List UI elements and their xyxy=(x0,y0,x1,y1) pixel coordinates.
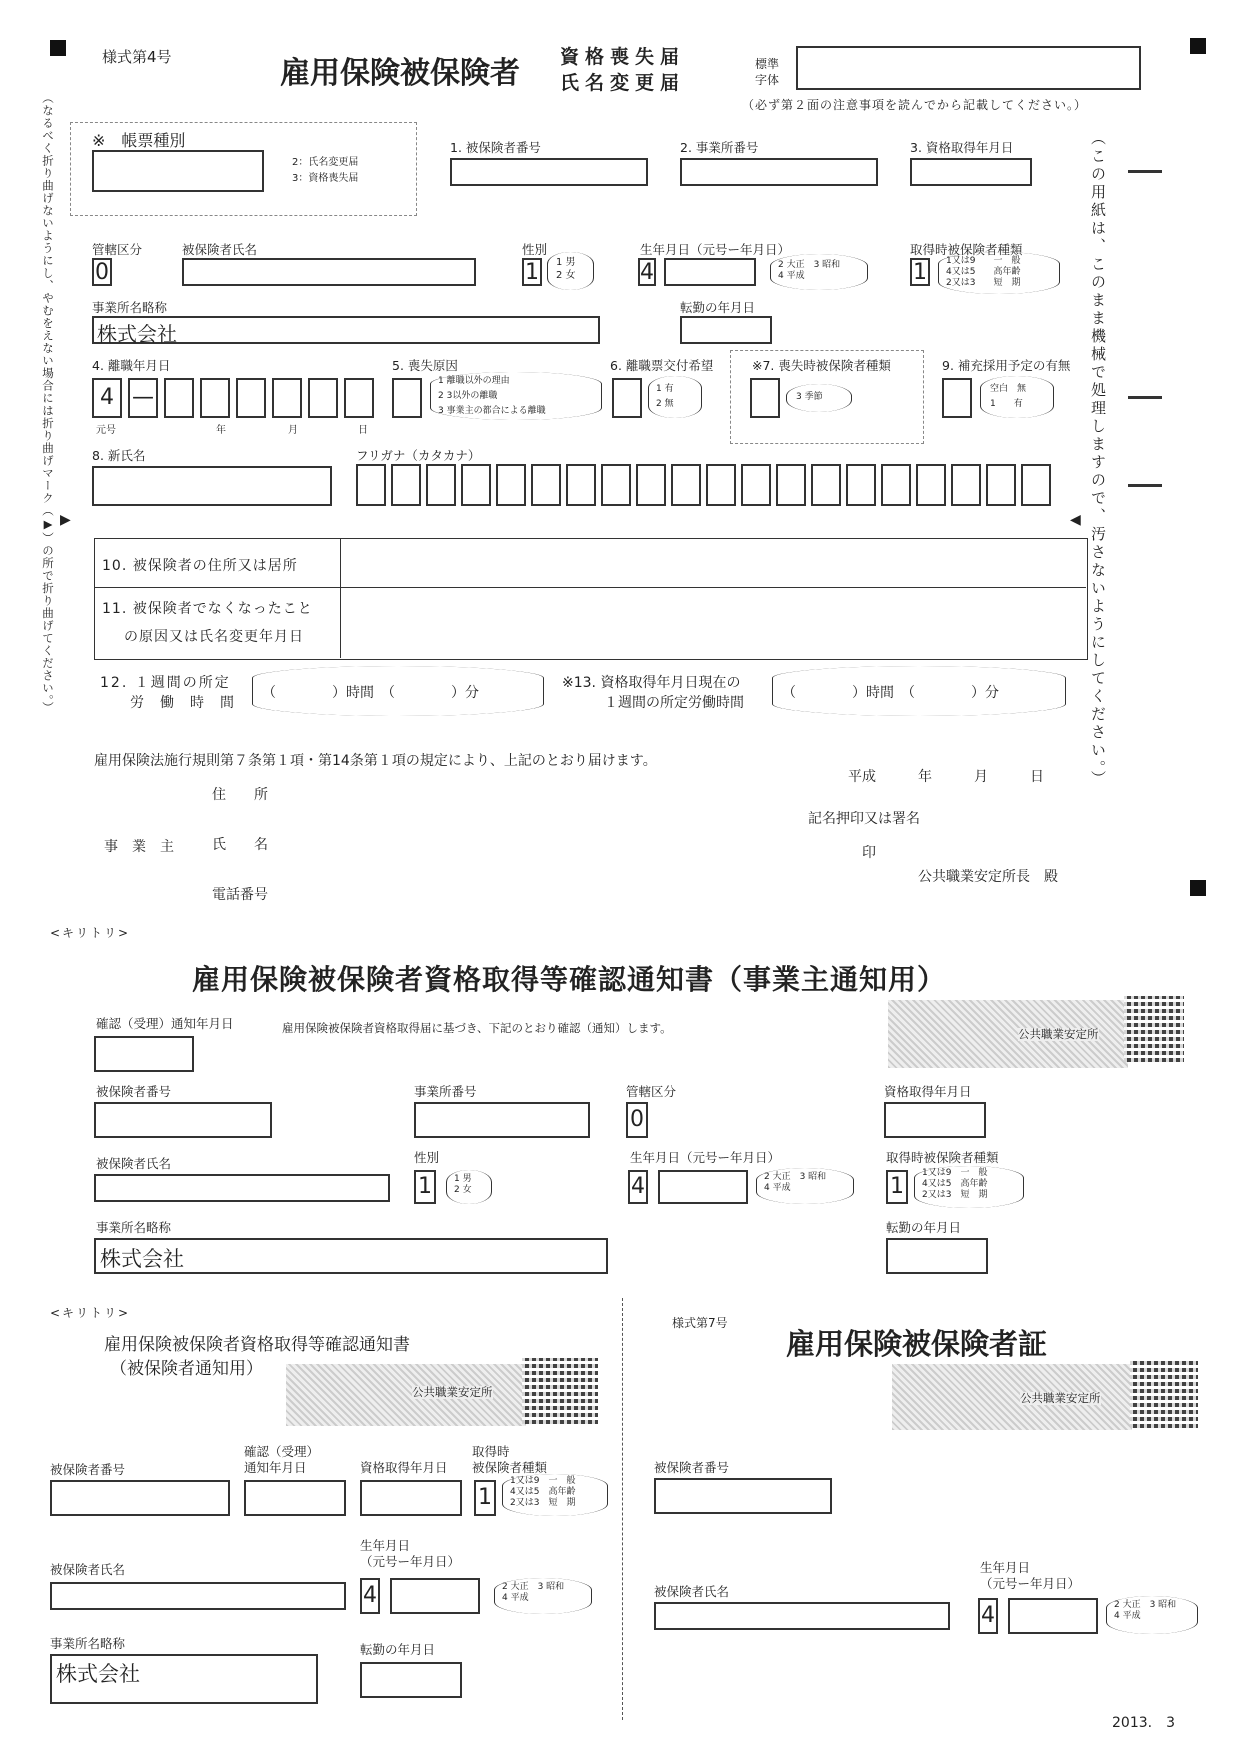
bracket xyxy=(770,254,868,290)
field-label: 生年月日 xyxy=(980,1560,1031,1575)
furigana-box[interactable] xyxy=(776,464,806,506)
furigana-box[interactable] xyxy=(671,464,701,506)
right-margin-note: （この用紙は、このまま機械で処理しますので、汚さないようにしてください。） xyxy=(1089,130,1107,789)
card-form-number: 様式第7号 xyxy=(672,1316,728,1330)
field-label: 11. 被保険者でなくなったこと xyxy=(102,601,313,617)
notice1-title: 雇用保険被保険者資格取得等確認通知書（事業主通知用） xyxy=(192,963,947,996)
registration-mark xyxy=(1190,38,1206,54)
field-label: 取得時被保険者種類 xyxy=(910,242,1023,257)
submission-date[interactable]: 平成 年 月 日 xyxy=(848,769,1044,785)
furigana-box[interactable] xyxy=(881,464,911,506)
field-label: 事業所名略称 xyxy=(96,1220,172,1235)
std-font-label: 字体 xyxy=(755,73,780,87)
loss-reason-options: 1 離職以外の理由 2 3以外の離職 3 事業主の都合による離職 xyxy=(438,376,546,416)
acquisition-date-box[interactable] xyxy=(884,1102,986,1138)
field-label: 確認（受理） xyxy=(244,1444,320,1459)
field-label: 資格取得年月日 xyxy=(884,1084,972,1099)
form-title: 雇用保険被保険者 xyxy=(280,56,520,91)
field-label: 10. 被保険者の住所又は居所 xyxy=(102,558,298,574)
loss-type-input[interactable] xyxy=(750,378,780,418)
office-number-box[interactable] xyxy=(414,1102,590,1138)
employer-label: 事 業 主 xyxy=(104,839,174,855)
employer-name-label: 氏 名 xyxy=(212,837,268,853)
field-label: 9. 補充採用予定の有無 xyxy=(942,358,1071,373)
transfer-date-input[interactable] xyxy=(680,316,772,344)
bracket xyxy=(502,1474,608,1516)
office-name-value: 株式会社 xyxy=(56,1662,140,1686)
address-input[interactable] xyxy=(344,541,1082,585)
field-label: 転勤の年月日 xyxy=(680,300,756,315)
qr-code xyxy=(1130,1358,1198,1428)
notice2-subtitle: （被保険者通知用） xyxy=(110,1359,263,1379)
furigana-box[interactable] xyxy=(741,464,771,506)
notice2-title: 雇用保険被保険者資格取得等確認通知書 xyxy=(104,1335,410,1355)
confirm-date-box[interactable] xyxy=(244,1480,346,1516)
leave-date-digit[interactable] xyxy=(308,378,338,418)
office-name-value: 株式会社 xyxy=(100,1247,184,1271)
birth-era-options: 2 大正 3 昭和 4 平成 xyxy=(778,260,841,281)
cut-line-label: <キリトリ> xyxy=(50,1306,131,1320)
furigana-box[interactable] xyxy=(846,464,876,506)
field-label: 2. 事業所番号 xyxy=(680,140,759,155)
notice1-description: 雇用保険被保険者資格取得届に基づき、下記のとおり確認（通知）します。 xyxy=(282,1021,672,1035)
field-label: 管轄区分 xyxy=(626,1084,677,1099)
doc-type-option: 2：氏名変更届 xyxy=(292,157,359,168)
insured-name-input[interactable] xyxy=(182,258,476,286)
day-label: 日 xyxy=(358,425,368,436)
field-label: 確認（受理）通知年月日 xyxy=(96,1016,234,1031)
timing-mark xyxy=(1128,170,1162,173)
timing-mark xyxy=(1128,396,1162,399)
loss-type-options: 3 季節 xyxy=(796,392,823,402)
insured-type-value[interactable]: 1 xyxy=(886,1170,908,1204)
field-label: 管轄区分 xyxy=(92,242,143,257)
insured-number-input[interactable] xyxy=(450,158,648,186)
insured-number-box[interactable] xyxy=(50,1480,230,1516)
furigana-box[interactable] xyxy=(951,464,981,506)
std-font-label: 標準 xyxy=(755,57,780,71)
stamp-text: 公共職業安定所 xyxy=(412,1385,493,1399)
furigana-box[interactable] xyxy=(496,464,526,506)
replacement-input[interactable] xyxy=(942,378,972,418)
field-label: 被保険者種類 xyxy=(472,1460,548,1475)
insured-name-box[interactable] xyxy=(654,1602,950,1630)
standard-font-box xyxy=(796,46,1141,90)
new-name-input[interactable] xyxy=(92,466,332,506)
field-label: （元号ー年月日） xyxy=(360,1554,461,1569)
birth-era-value[interactable]: 4 xyxy=(978,1598,998,1634)
field-label: ※13. 資格取得年月日現在の xyxy=(562,675,741,691)
bracket xyxy=(786,384,852,412)
field-label: ※7. 喪失時被保険者種類 xyxy=(752,358,891,373)
card-title: 雇用保険被保険者証 xyxy=(786,1327,1048,1361)
birth-era-options: 2 大正 3 昭和 4 平成 xyxy=(1114,1600,1177,1621)
bracket xyxy=(430,372,602,420)
field-label: 転勤の年月日 xyxy=(886,1220,962,1235)
field-label: 5. 喪失原因 xyxy=(392,358,458,373)
form-number: 様式第4号 xyxy=(102,48,172,66)
birth-era-options: 2 大正 3 昭和 4 平成 xyxy=(764,1172,827,1193)
field-label: 被保険者氏名 xyxy=(50,1562,126,1577)
bracket xyxy=(980,376,1054,418)
fold-mark-left: ▶ xyxy=(60,512,71,528)
field-label: 8. 新氏名 xyxy=(92,448,146,463)
field-label: 1. 被保険者番号 xyxy=(450,140,541,155)
insured-type-options: 1又は9 一 般 4又は5 高年齢 2又は3 短 期 xyxy=(510,1476,576,1508)
field-label: 性別 xyxy=(414,1150,440,1165)
field-label: 3. 資格取得年月日 xyxy=(910,140,1014,155)
birth-era-value[interactable]: 4 xyxy=(628,1170,648,1204)
furigana-box[interactable] xyxy=(916,464,946,506)
bracket xyxy=(547,252,594,290)
cut-divider xyxy=(622,1298,623,1720)
doc-type-input[interactable] xyxy=(92,150,264,192)
replacement-options: 空白 無 1 有 xyxy=(990,384,1027,409)
field-label: 事業所名略称 xyxy=(50,1636,126,1651)
field-label: の原因又は氏名変更年月日 xyxy=(124,629,304,645)
divider xyxy=(94,587,1086,588)
leave-date-era[interactable]: 4 xyxy=(92,378,122,418)
sex-value[interactable]: 1 xyxy=(414,1170,436,1204)
field-label: 被保険者番号 xyxy=(96,1084,172,1099)
registration-mark xyxy=(50,40,66,56)
doc-type-option: 3：資格喪失届 xyxy=(292,173,359,184)
loss-reason-input[interactable] xyxy=(392,378,422,418)
phone-label: 電話番号 xyxy=(212,887,268,903)
field-label: 6. 離職票交付希望 xyxy=(610,358,714,373)
field-label: 被保険者番号 xyxy=(654,1460,730,1475)
form-date: 2013. 3 xyxy=(1112,1715,1175,1731)
insured-type-value[interactable]: 1 xyxy=(910,258,930,286)
leave-date-digit[interactable] xyxy=(272,378,302,418)
leave-date-digit[interactable] xyxy=(200,378,230,418)
notice-text: （必ず第２面の注意事項を読んでから記載してください。） xyxy=(742,98,1088,112)
bracket xyxy=(756,1168,854,1204)
field-label: 12. １週間の所定 xyxy=(100,675,231,691)
field-label: 労 働 時 間 xyxy=(130,695,235,711)
field-label: 被保険者番号 xyxy=(50,1462,126,1477)
field-label: 4. 離職年月日 xyxy=(92,358,171,373)
insured-type-options: 1又は9 一 般 4又は5 高年齢 2又は3 短 期 xyxy=(946,256,1021,288)
furigana-box[interactable] xyxy=(356,464,386,506)
furigana-box[interactable] xyxy=(706,464,736,506)
form-title-sub1: 資格喪失届 xyxy=(560,46,686,68)
sex-options: 1 男 2 女 xyxy=(454,1174,472,1195)
furigana-box[interactable] xyxy=(986,464,1016,506)
seal-note: 記名押印又は署名 xyxy=(808,811,920,827)
furigana-box[interactable] xyxy=(811,464,841,506)
bracket xyxy=(938,252,1060,294)
insured-type-options: 1又は9 一 般 4又は5 高年齢 2又は3 短 期 xyxy=(922,1168,988,1200)
insured-name-box[interactable] xyxy=(50,1582,346,1610)
insured-type-value[interactable]: 1 xyxy=(474,1480,496,1516)
weekly-hours-acq[interactable]: （ ）時間 （ ）分 xyxy=(782,685,999,701)
doc-type-label: ※ 帳票種別 xyxy=(92,131,186,150)
bracket xyxy=(914,1166,1024,1208)
field-label: 被保険者氏名 xyxy=(96,1156,172,1171)
acquisition-date-box[interactable] xyxy=(360,1480,462,1516)
leave-date-digit[interactable] xyxy=(164,378,194,418)
office-number-input[interactable] xyxy=(680,158,878,186)
registration-mark xyxy=(1190,880,1206,896)
furigana-box[interactable] xyxy=(566,464,596,506)
fold-mark-right: ◀ xyxy=(1070,512,1081,528)
birth-date-box[interactable] xyxy=(1008,1598,1098,1634)
leave-date-digit[interactable] xyxy=(236,378,266,418)
month-label: 月 xyxy=(288,425,298,436)
birth-era-value[interactable]: 4 xyxy=(360,1578,380,1614)
loss-cause-input[interactable] xyxy=(344,590,1082,654)
bracket xyxy=(446,1170,492,1204)
furigana-box[interactable] xyxy=(601,464,631,506)
birth-date-input[interactable] xyxy=(664,258,756,286)
birth-era-value[interactable]: 4 xyxy=(640,260,654,285)
leave-date-digit[interactable]: — xyxy=(128,378,158,418)
birth-date-box[interactable] xyxy=(390,1578,480,1614)
left-margin-note: （なるべく折り曲げないようにし、やむをえない場合には折り曲げマーク（▶）の所で折り曲げてください。） xyxy=(41,92,55,714)
jurisdiction-value[interactable]: 0 xyxy=(626,1102,648,1138)
birth-date-box[interactable] xyxy=(658,1170,748,1204)
office-name-value: 株式会社 xyxy=(97,322,177,346)
acquisition-date-input[interactable] xyxy=(910,158,1032,186)
leave-date-digit[interactable] xyxy=(344,378,374,418)
jurisdiction-value[interactable]: 0 xyxy=(92,258,112,286)
field-label: 被保険者氏名 xyxy=(182,242,258,257)
field-label: 事業所名略称 xyxy=(92,300,168,315)
separation-slip-input[interactable] xyxy=(612,378,642,418)
field-label: （元号ー年月日） xyxy=(980,1576,1081,1591)
timing-mark xyxy=(1128,484,1162,487)
weekly-hours[interactable]: （ ）時間 （ ）分 xyxy=(262,685,479,701)
field-label: 事業所番号 xyxy=(414,1084,477,1099)
furigana-box[interactable] xyxy=(426,464,456,506)
furigana-box[interactable] xyxy=(531,464,561,506)
bracket xyxy=(494,1578,592,1614)
field-label: 通知年月日 xyxy=(244,1460,307,1475)
stamp-text: 公共職業安定所 xyxy=(1018,1027,1099,1041)
field-label: 被保険者氏名 xyxy=(654,1584,730,1599)
field-label: １週間の所定労働時間 xyxy=(604,695,744,711)
field-label: 資格取得年月日 xyxy=(360,1460,448,1475)
qr-code xyxy=(1124,996,1184,1062)
furigana-box[interactable] xyxy=(461,464,491,506)
insured-number-box[interactable] xyxy=(654,1478,832,1514)
insured-number-box[interactable] xyxy=(94,1102,272,1138)
sex-options: 1 男 2 女 xyxy=(556,257,576,281)
field-label: 取得時 xyxy=(472,1444,510,1459)
furigana-box[interactable] xyxy=(636,464,666,506)
birth-era-options: 2 大正 3 昭和 4 平成 xyxy=(502,1582,565,1603)
confirm-date-box[interactable] xyxy=(94,1036,194,1072)
bracket xyxy=(1106,1596,1198,1634)
stamp-text: 公共職業安定所 xyxy=(1020,1391,1101,1405)
era-label: 元号 xyxy=(96,425,116,436)
cut-line-label: <キリトリ> xyxy=(50,926,131,940)
law-statement: 雇用保険法施行規則第７条第１項・第14条第１項の規定により、上記のとおり届けます。 xyxy=(94,753,657,769)
field-label: 取得時被保険者種類 xyxy=(886,1150,999,1165)
office-head: 公共職業安定所長 殿 xyxy=(918,869,1058,885)
employer-address-label: 住 所 xyxy=(212,787,268,803)
separation-slip-options: 1 有 2 無 xyxy=(656,384,674,409)
transfer-date-box[interactable] xyxy=(886,1238,988,1274)
form-title-sub2: 氏名変更届 xyxy=(560,72,686,94)
transfer-date-box[interactable] xyxy=(360,1662,462,1698)
furigana-box[interactable] xyxy=(391,464,421,506)
sex-value[interactable]: 1 xyxy=(522,258,542,286)
bracket xyxy=(648,376,702,418)
field-label: 性別 xyxy=(522,242,548,257)
year-label: 年 xyxy=(216,425,226,436)
field-label: 生年月日 xyxy=(360,1538,411,1553)
field-label: フリガナ（カタカナ） xyxy=(356,448,481,463)
field-label: 生年月日（元号ー年月日） xyxy=(640,242,791,257)
insured-name-box[interactable] xyxy=(94,1174,390,1202)
field-label: 生年月日（元号ー年月日） xyxy=(630,1150,781,1165)
field-label: 転勤の年月日 xyxy=(360,1642,436,1657)
qr-code xyxy=(522,1358,598,1424)
furigana-box[interactable] xyxy=(1021,464,1051,506)
seal-mark: 印 xyxy=(862,845,876,861)
divider xyxy=(340,538,341,658)
